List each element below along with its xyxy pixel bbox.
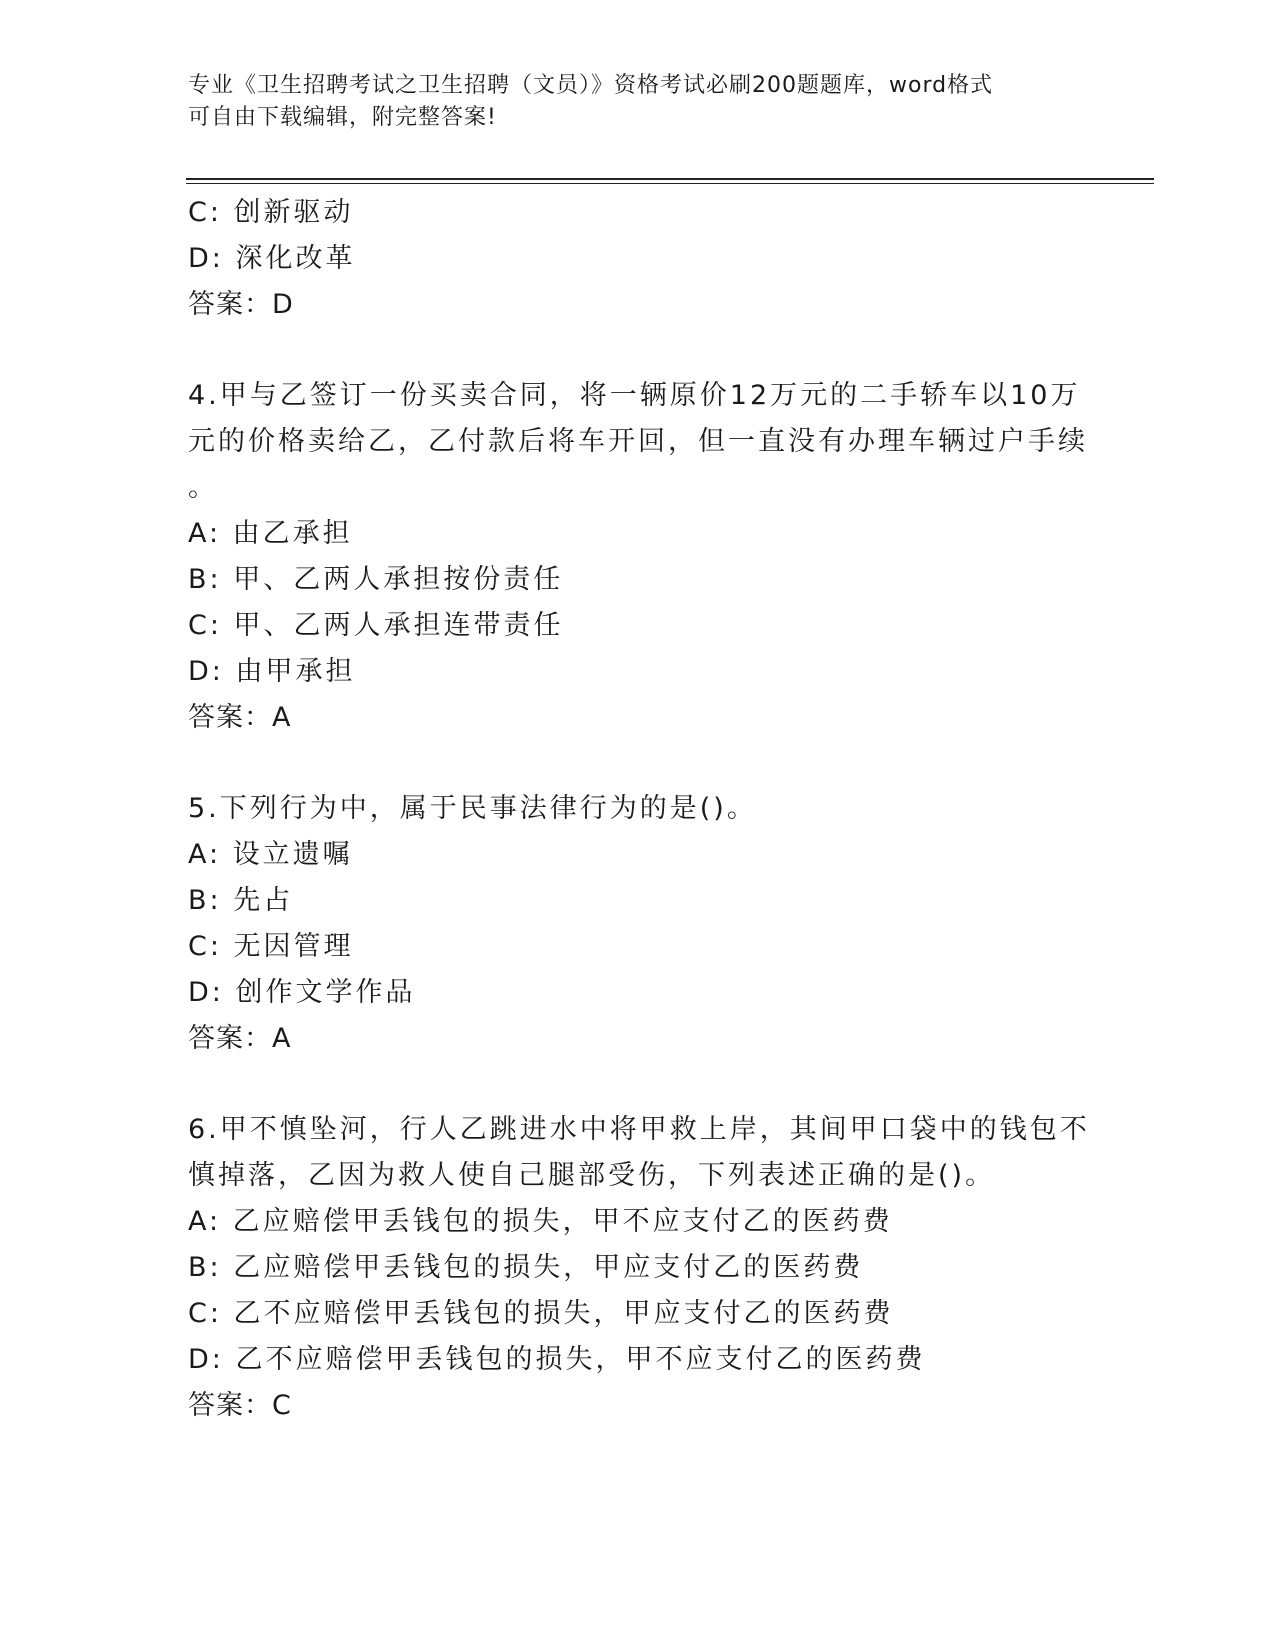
question-stem-line: 。 bbox=[188, 472, 218, 503]
option-a: A: 由乙承担 bbox=[188, 518, 353, 549]
question-stem-line: 4.甲与乙签订一份买卖合同，将一辆原价12万元的二手轿车以10万 bbox=[188, 380, 1081, 411]
option-d: D: 乙不应赔偿甲丢钱包的损失，甲不应支付乙的医药费 bbox=[188, 1344, 926, 1375]
header-title-line-1: 专业《卫生招聘考试之卫生招聘（文员）》资格考试必刷200题题库，word格式 bbox=[188, 73, 994, 98]
option-c: C: 乙不应赔偿甲丢钱包的损失，甲应支付乙的医药费 bbox=[188, 1298, 894, 1329]
answer: 答案：D bbox=[188, 289, 294, 320]
option-a: A: 设立遗嘱 bbox=[188, 839, 353, 870]
option-b: B: 甲、乙两人承担按份责任 bbox=[188, 564, 564, 595]
question-stem-line: 6.甲不慎坠河，行人乙跳进水中将甲救上岸，其间甲口袋中的钱包不 bbox=[188, 1114, 1090, 1145]
option-a: A: 乙应赔偿甲丢钱包的损失，甲不应支付乙的医药费 bbox=[188, 1206, 893, 1237]
option-b: B: 乙应赔偿甲丢钱包的损失，甲应支付乙的医药费 bbox=[188, 1252, 864, 1283]
question-list bbox=[188, 190, 1090, 1429]
option-d: D: 创作文学作品 bbox=[188, 977, 416, 1008]
option-c: C: 甲、乙两人承担连带责任 bbox=[188, 610, 564, 641]
page-header bbox=[188, 70, 1068, 134]
option-d: D: 由甲承担 bbox=[188, 656, 356, 687]
answer: 答案：A bbox=[188, 702, 292, 733]
option-c: C: 无因管理 bbox=[188, 931, 354, 962]
question-5 bbox=[188, 786, 1068, 1062]
option-b: B: 先占 bbox=[188, 885, 294, 916]
question-stem-line: 5.下列行为中，属于民事法律行为的是()。 bbox=[188, 793, 757, 824]
question-4 bbox=[188, 373, 1088, 741]
answer: 答案：C bbox=[188, 1390, 292, 1421]
option-d: D: 深化改革 bbox=[188, 243, 356, 274]
question-stem-line: 元的价格卖给乙，乙付款后将车开回，但一直没有办理车辆过户手续 bbox=[188, 426, 1088, 457]
question-stem-line: 慎掉落，乙因为救人使自己腿部受伤，下列表述正确的是()。 bbox=[188, 1160, 996, 1191]
answer: 答案：A bbox=[188, 1023, 292, 1054]
header-divider bbox=[186, 178, 1154, 180]
question-3-continued bbox=[188, 190, 1068, 328]
option-c: C: 创新驱动 bbox=[188, 197, 354, 228]
header-divider-thin bbox=[186, 183, 1154, 184]
header-title-line-2: 可自由下载编辑，附完整答案! bbox=[188, 105, 497, 130]
question-6 bbox=[188, 1107, 1090, 1429]
